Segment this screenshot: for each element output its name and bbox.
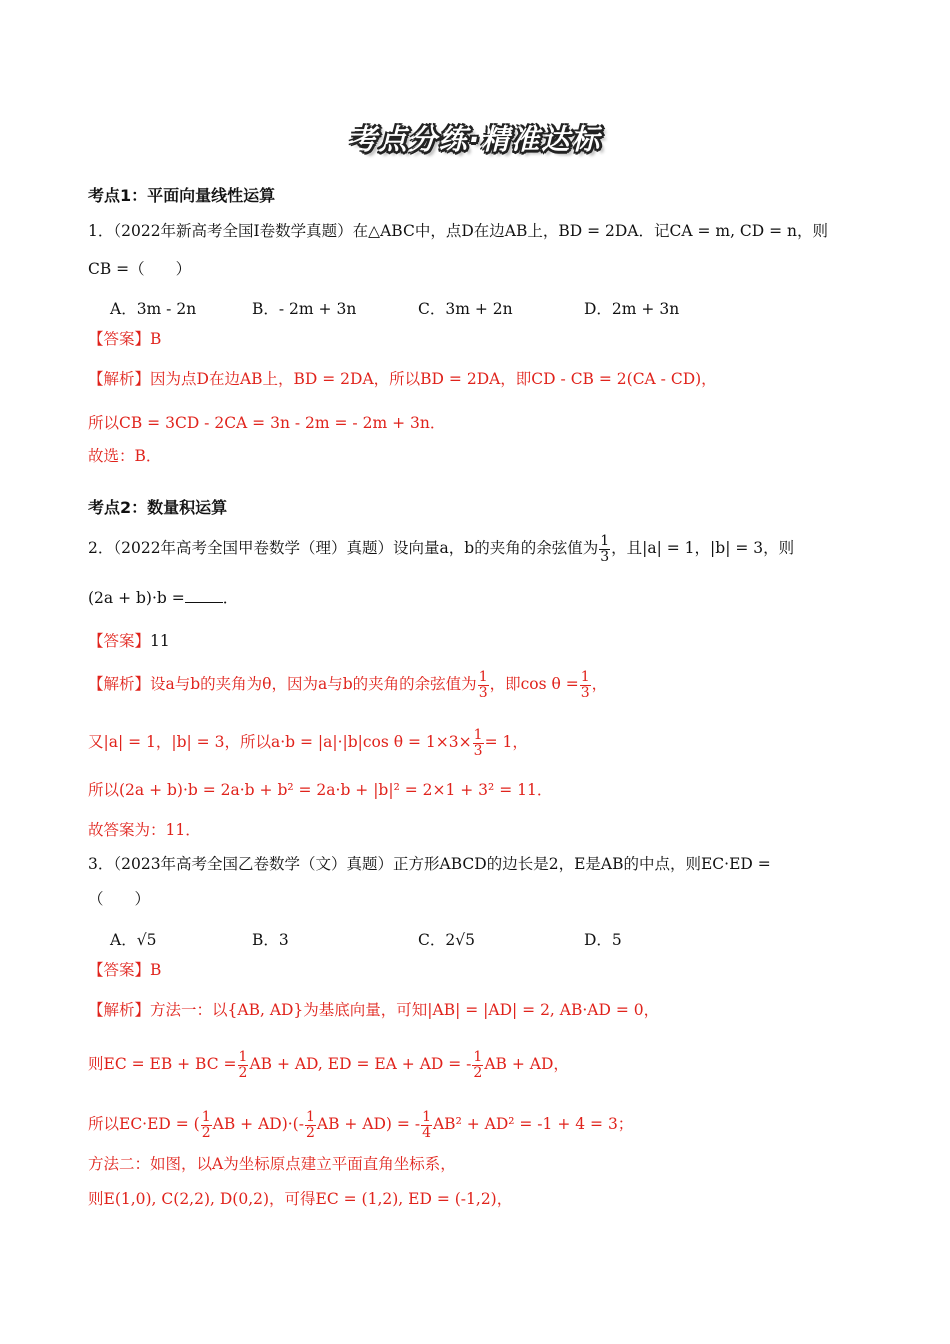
explanation-tag: 【解析】 — [88, 675, 151, 694]
fraction-numerator: 1 — [473, 727, 483, 743]
q1-stem-line1: 1．（2022年新高考全国I卷数学真题）在△ABC中，点D在边AB上，BD = 2DA．记CA = m, CD = n，则 — [88, 222, 829, 240]
explanation-tag: 【解析】 — [88, 370, 151, 388]
explanation-text-b: AB + AD)·(- — [212, 1115, 304, 1134]
explanation-text-a: 所以EC·ED = ( — [88, 1115, 200, 1134]
page-title: 考点分练·精准达标 — [348, 123, 602, 156]
q2-stem-line2 — [88, 590, 238, 607]
q3-answer — [88, 963, 161, 979]
fraction-numerator: 1 — [600, 533, 610, 549]
fraction-denominator: 3 — [580, 684, 590, 701]
fraction-one-third — [478, 670, 489, 700]
fraction-denominator: 3 — [600, 548, 610, 565]
explanation-text-d: AB² + AD² = -1 + 4 = 3； — [432, 1115, 634, 1134]
fraction-one-third — [473, 728, 484, 758]
q2-explanation-line3: 所以(2a + b)·b = 2a·b + b² = 2a·b + |b|² = 2×1 + 3² = 11． — [88, 781, 553, 799]
fraction-denominator: 2 — [238, 1064, 248, 1081]
fraction-numerator: 1 — [201, 1109, 211, 1125]
section-heading-1: 考点1：平面向量线性运算 — [88, 186, 276, 205]
q3-explanation-line1 — [88, 1003, 659, 1019]
explanation-text-a: 则EC = EB + BC = — [88, 1055, 237, 1074]
q2-explanation-line1 — [88, 670, 607, 700]
fraction-one-half — [201, 1110, 212, 1140]
explanation-text-c: AB + AD， — [484, 1055, 569, 1074]
q2-answer — [88, 634, 170, 650]
q2-period: ． — [222, 589, 239, 607]
explanation-text-c: ， — [591, 675, 608, 694]
q3-explanation-line5: 则E(1,0), C(2,2), D(0,2)，可得EC = (1,2), ED = (-1,2)， — [88, 1190, 513, 1208]
fraction-one-half — [238, 1050, 249, 1080]
fraction-denominator: 2 — [305, 1124, 315, 1141]
q2-expression: (2a + b)·b = — [88, 589, 185, 607]
fraction-numerator: 1 — [580, 669, 590, 685]
answer-tag: 【答案】 — [88, 330, 151, 348]
q2-stem-text-a: 2．（2022年高考全国甲卷数学（理）真题）设向量a，b的夹角的余弦值为 — [88, 539, 599, 558]
fraction-numerator: 1 — [305, 1109, 315, 1125]
explanation-text: 方法一：以{AB, AD}为基底向量，可知|AB| = |AD| = 2, AB·AD = 0， — [150, 1001, 660, 1019]
explanation-text-c: AB + AD) = - — [316, 1115, 421, 1134]
q2-stem-line1 — [88, 534, 794, 564]
fraction-numerator: 1 — [478, 669, 488, 685]
explanation-text-b: AB + AD, ED = EA + AD = - — [249, 1055, 472, 1074]
q3-option-a: A．√5 — [110, 931, 157, 949]
q1-answer — [88, 332, 161, 348]
q1-option-d: D．2m + 3n — [584, 300, 680, 318]
answer-tag: 【答案】 — [88, 632, 151, 650]
q3-explanation-line4: 方法二：如图，以A为坐标原点建立平面直角坐标系， — [88, 1155, 456, 1173]
answer-value: 11 — [150, 632, 170, 650]
q3-option-c: C．2√5 — [418, 931, 475, 949]
fraction-numerator: 1 — [422, 1109, 431, 1125]
q3-option-b: B．3 — [252, 931, 289, 949]
fraction-denominator: 2 — [473, 1064, 483, 1081]
q1-explanation-line1 — [88, 372, 717, 388]
fraction-numerator: 1 — [473, 1049, 483, 1065]
explanation-text-b: = 1， — [484, 733, 528, 752]
fraction-one-quarter — [421, 1110, 432, 1140]
answer-blank — [185, 590, 223, 603]
fraction-denominator: 2 — [201, 1124, 211, 1141]
section-heading-2: 考点2：数量积运算 — [88, 498, 228, 517]
q3-stem-line2: （ ） — [88, 890, 151, 908]
fraction-denominator: 3 — [478, 684, 488, 701]
fraction-one-half — [305, 1110, 316, 1140]
q3-explanation-line3 — [88, 1110, 633, 1140]
q1-explanation-line3: 故选：B． — [88, 447, 162, 465]
answer-tag: 【答案】 — [88, 961, 151, 979]
q2-explanation-line4: 故答案为：11． — [88, 821, 201, 839]
explanation-text-b: ，即cos θ = — [489, 675, 579, 694]
fraction-one-third — [599, 534, 610, 564]
q3-explanation-line2 — [88, 1050, 569, 1080]
fraction-denominator: 3 — [473, 742, 483, 759]
answer-value: B — [150, 961, 162, 979]
q1-option-b: B．- 2m + 3n — [252, 300, 357, 318]
q1-explanation-line2: 所以CB = 3CD - 2CA = 3n - 2m = - 2m + 3n． — [88, 414, 446, 432]
q2-stem-text-b: ，且|a| = 1，|b| = 3，则 — [611, 539, 795, 558]
explanation-text: 因为点D在边AB上，BD = 2DA，所以BD = 2DA，即CD - CB = 2(CA - CD)， — [150, 370, 717, 388]
answer-value: B — [150, 330, 162, 348]
q3-option-d: D．5 — [584, 931, 622, 949]
q1-stem-line2: CB =（ ） — [88, 260, 192, 278]
q3-stem-line1: 3．（2023年高考全国乙卷数学（文）真题）正方形ABCD的边长是2，E是AB的中点，则EC·ED = — [88, 855, 771, 873]
explanation-text-a: 又|a| = 1，|b| = 3，所以a·b = |a|·|b|cos θ = 1×3× — [88, 733, 472, 752]
explanation-tag: 【解析】 — [88, 1001, 151, 1019]
q1-option-a: A．3m - 2n — [110, 300, 197, 318]
q1-option-c: C．3m + 2n — [418, 300, 513, 318]
fraction-one-third — [580, 670, 591, 700]
fraction-numerator: 1 — [238, 1049, 248, 1065]
fraction-one-half — [472, 1050, 483, 1080]
fraction-denominator: 4 — [422, 1124, 431, 1141]
explanation-text-a: 设a与b的夹角为θ，因为a与b的夹角的余弦值为 — [150, 675, 477, 694]
q2-explanation-line2 — [88, 728, 528, 758]
